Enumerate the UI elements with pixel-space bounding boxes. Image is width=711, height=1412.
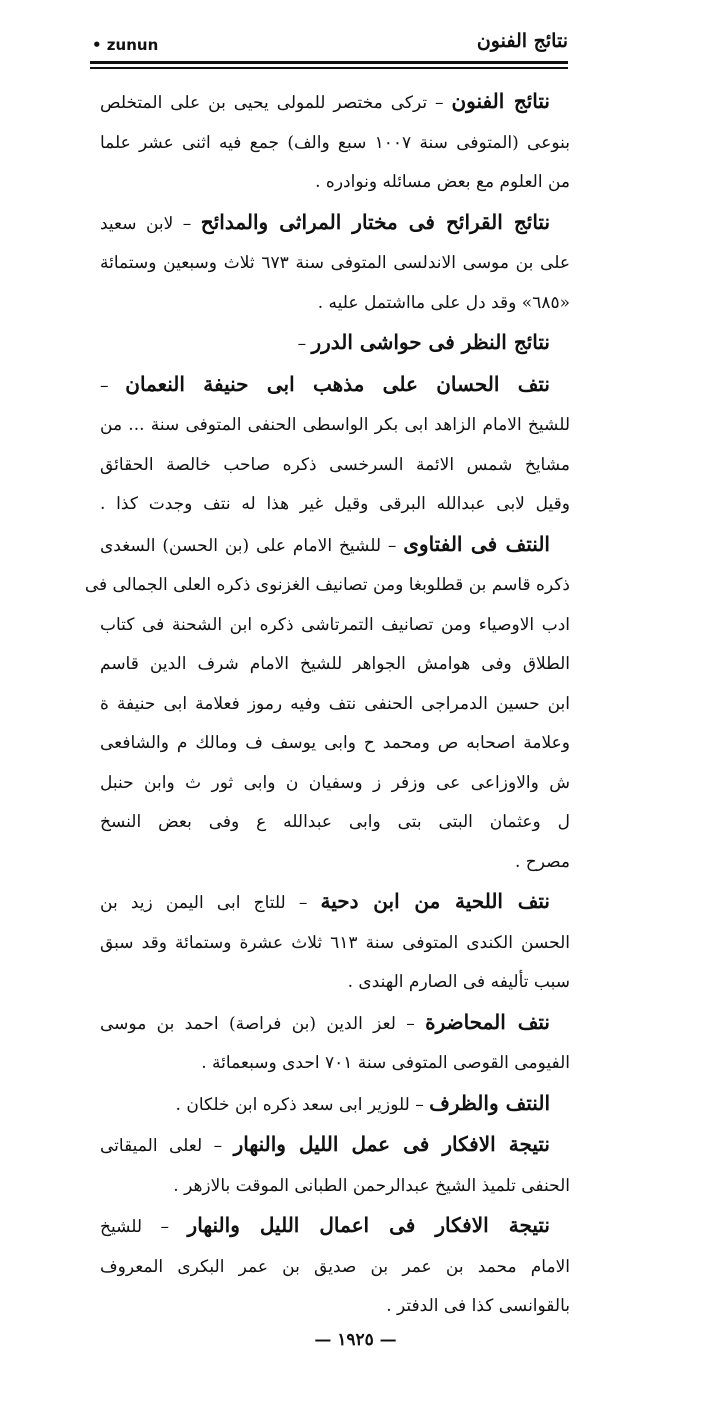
text-line xyxy=(100,1206,570,1248)
text-line: الامام محمد بن عمر بن صديق بن عمر البكرى المعروف xyxy=(100,1256,570,1277)
entry-text: – xyxy=(297,334,312,354)
entry-text: – للشيخ xyxy=(100,1217,188,1237)
text-line: «٦٨٥» وقد دل على مااشتمل عليه . xyxy=(317,292,570,313)
entry-headword: النتف والظرف xyxy=(429,1090,550,1115)
entry-text: – لعز الدين (بن فراصة) احمد بن موسى xyxy=(100,1013,426,1034)
text-line: ابن حسين الدمراجى الحنفى نتف وفيه رموز فعلامة ابى حنيفة ة xyxy=(100,693,570,714)
text-line xyxy=(100,1084,570,1126)
text-line: ذكره قاسم بن قطلوبغا ومن تصانيف الغزنوى ذكره العلى الجمالى فى xyxy=(84,575,570,595)
text-line xyxy=(100,1003,570,1045)
text-line: بنوعى (المتوفى سنة ١٠٠٧ سبع والف) جمع فيه اثنى عشر علما xyxy=(100,132,570,153)
running-head-title: نتائج الفنون xyxy=(476,30,568,52)
text-line: للشيخ الامام الزاهد ابى بكر الواسطى الحنفى المتوفى سنة ... من xyxy=(100,415,570,435)
entry-headword: نتائج النظر فى حواشى الدرر xyxy=(311,330,550,354)
text-line: الطلاق وفى هوامش الجواهر للشيخ الامام شرف الدين قاسم xyxy=(100,654,570,674)
entry-text: – للوزير ابى سعد ذكره ابن خلكان . xyxy=(175,1094,430,1115)
text-line xyxy=(100,525,570,567)
entry-headword: نتيجة الافكار فى اعمال الليل والنهار xyxy=(187,1213,550,1237)
header-rule-thick xyxy=(90,61,568,64)
text-line: من العلوم مع بعض مسائله ونوادره . xyxy=(315,172,570,192)
entry-headword: نتف الحسان على مذهب ابى حنيفة النعمان xyxy=(125,371,550,396)
entry-text: – لعلى الميقاتى xyxy=(100,1136,234,1156)
text-line xyxy=(100,882,570,924)
text-line: سبب تأليفه فى الصارم الهندى . xyxy=(347,972,570,992)
running-head xyxy=(92,30,568,58)
header-rule-thin xyxy=(90,67,568,69)
entry-text: – للشيخ الامام على (بن الحسن) السغدى xyxy=(100,535,404,556)
text-line: مشايخ شمس الائمة السرخسى ذكره صاحب خالصة الحقائق xyxy=(100,454,570,475)
text-line xyxy=(100,82,570,124)
text-line: الحنفى تلميذ الشيخ عبدالرحمن الطبانى الموقت بالازهر . xyxy=(173,1175,570,1196)
entry-headword: نتيجة الافكار فى عمل الليل والنهار xyxy=(233,1132,550,1156)
text-line xyxy=(100,203,570,245)
text-line xyxy=(100,1125,570,1167)
text-line: على بن موسى الاندلسى المتوفى سنة ٦٧٣ ثلاث وسبعين وستمائة xyxy=(100,253,570,273)
entry-text: – لابن سعيد xyxy=(100,213,201,234)
text-line: ل وعثمان البتى بتى وابى عبدالله ع وفى بعض النسخ xyxy=(100,812,570,832)
entry-headword: نتف اللحية من ابن دحية xyxy=(320,889,550,913)
body-text xyxy=(84,82,570,1327)
entry-headword: نتف المحاضرة xyxy=(425,1009,551,1034)
entry-text: – تركى مختصر للمولى يحيى بن على المتخلص xyxy=(100,93,452,113)
text-line: ش والاوزاعى عى وزفر ز وسفيان ن وابى ثور ث وابن حنبل xyxy=(100,772,570,793)
entry-text: – xyxy=(100,375,126,396)
text-line: الحسن الكندى المتوفى سنة ٦١٣ ثلاث عشرة وستمائة وقد سبق xyxy=(100,932,570,953)
text-line: ادب الاوصياء ومن تصانيف التمرتاشى ذكره ابن الشحنة فى كتاب xyxy=(100,614,570,635)
page-number: — ١٩٢٥ — xyxy=(314,1330,397,1350)
entry-headword: نتائج الفنون xyxy=(451,89,550,113)
text-line xyxy=(100,323,570,365)
text-line: الفيومى القوصى المتوفى سنة ٧٠١ احدى وسبعمائة . xyxy=(201,1053,570,1073)
text-line xyxy=(100,365,570,407)
entry-text: – للتاج ابى اليمن زيد بن xyxy=(100,893,321,913)
text-line: مصرح . xyxy=(514,851,570,872)
text-line: وقيل لابى عبدالله البرقى وقيل غير هذا له نتف وجدت كذا . xyxy=(100,494,570,514)
text-line: وعلامة اصحابه ص ومحمد ح وابى يوسف ف ومالك م والشافعى xyxy=(100,733,570,753)
running-head-left-label: • zunun xyxy=(92,36,159,54)
text-line: بالقوانسى كذا فى الدفتر . xyxy=(386,1296,570,1316)
entry-headword: النتف فى الفتاوى xyxy=(403,531,550,556)
entry-headword: نتائج القرائح فى مختار المراثى والمدائح xyxy=(200,209,551,234)
